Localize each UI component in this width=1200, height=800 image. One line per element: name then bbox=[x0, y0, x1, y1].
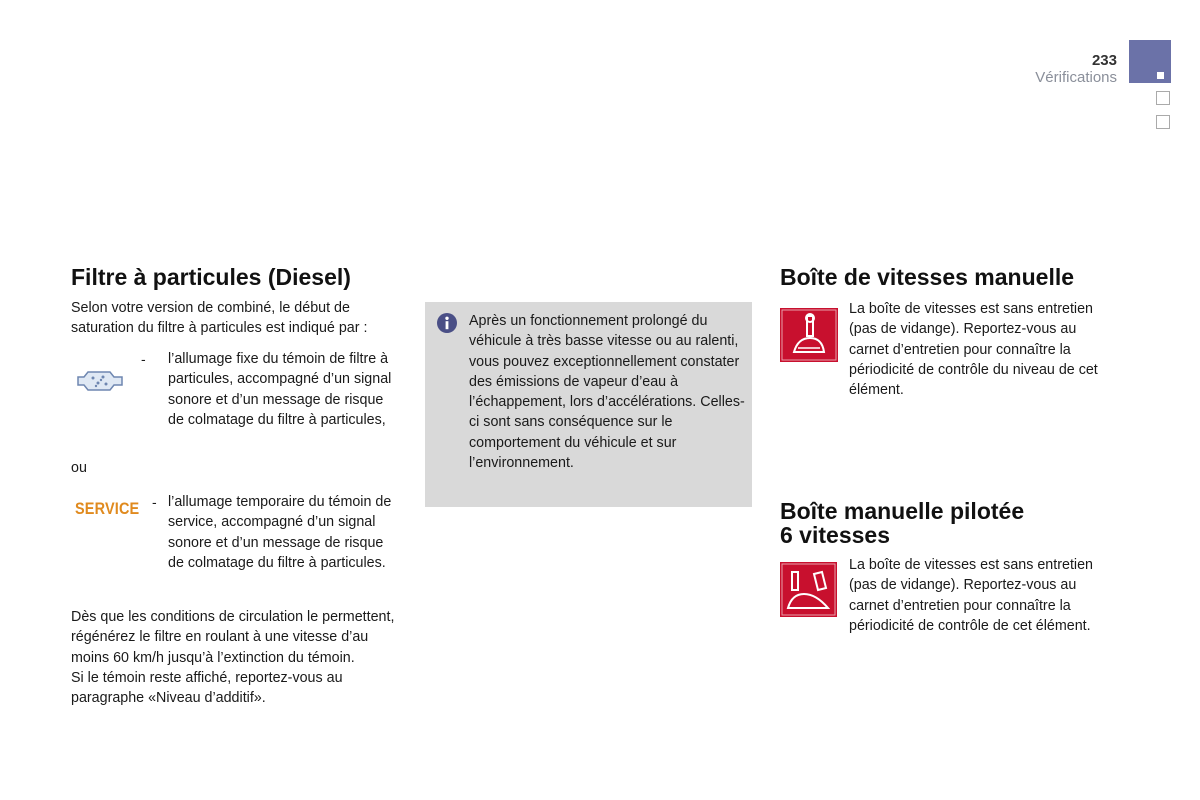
additive-reference-text: Si le témoin reste affiché, reportez-vous au paragraphe «Niveau d’additif». bbox=[71, 669, 343, 707]
gear-lever-icon bbox=[780, 308, 838, 362]
info-icon bbox=[437, 313, 457, 333]
regeneration-paragraph bbox=[71, 607, 401, 708]
bullet-temporary-warning: l’allumage temporaire du témoin de service, accompagné d’un signal sonore et d’un message de risque de colmatage du filtre à particules. bbox=[168, 494, 392, 571]
info-text: Après un fonctionnement prolongé du véhicule à très basse vitesse ou au ralenti, vous pouvez exceptionnellement constater des émissions de vapeur d’eau à l’échappement, lors d’accélérations. Celles-ci sont sans conséquence sur le comportement du véhicule et sur l’environnement. bbox=[469, 313, 745, 472]
chapter-tab bbox=[1129, 40, 1171, 83]
piloted-gearbox-icon bbox=[780, 562, 837, 617]
piloted-heading-line2: 6 vitesses bbox=[780, 522, 890, 548]
piloted-gearbox-text: La boîte de vitesses est sans entretien (pas de vidange). Reportez-vous au carnet d’entretien pour connaître la périodicité de contrôle de cet élément. bbox=[849, 557, 1093, 634]
bullet-fixed-warning: l’allumage fixe du témoin de filtre à particules, accompagné d’un signal sonore et d’un message de risque de colmatage du filtre à particules, bbox=[168, 351, 392, 428]
bullet-dash: - bbox=[152, 494, 157, 510]
particle-filter-heading: Filtre à particules (Diesel) bbox=[71, 264, 351, 290]
page-number: 233 bbox=[1091, 52, 1117, 69]
manual-gearbox-text: La boîte de vitesses est sans entretien (pas de vidange). Reportez-vous au carnet d’entretien pour connaître la périodicité de contrôle du niveau de cet élément. bbox=[849, 301, 1098, 399]
service-warning-icon: SERVICE bbox=[75, 499, 140, 518]
piloted-gearbox-heading bbox=[780, 499, 1024, 547]
chapter-tab-box bbox=[1156, 115, 1170, 129]
regeneration-text: Dès que les conditions de circulation le permettent, régénérez le filtre en roulant à une vitesse d’au moins 60 km/h jusqu’à l’extinction du témoin. bbox=[71, 609, 395, 666]
tab-marker bbox=[1157, 72, 1164, 79]
section-title: Vérifications bbox=[1035, 69, 1117, 86]
bullet-dash: - bbox=[141, 351, 146, 367]
particle-filter-intro: Selon votre version de combiné, le début de saturation du filtre à particules est indiqué par : bbox=[71, 300, 368, 337]
or-text: ou bbox=[71, 460, 87, 476]
piloted-heading-line1: Boîte manuelle pilotée bbox=[780, 498, 1025, 524]
chapter-tab-box bbox=[1156, 91, 1170, 105]
particle-filter-icon bbox=[76, 369, 124, 393]
manual-gearbox-heading: Boîte de vitesses manuelle bbox=[780, 264, 1075, 290]
